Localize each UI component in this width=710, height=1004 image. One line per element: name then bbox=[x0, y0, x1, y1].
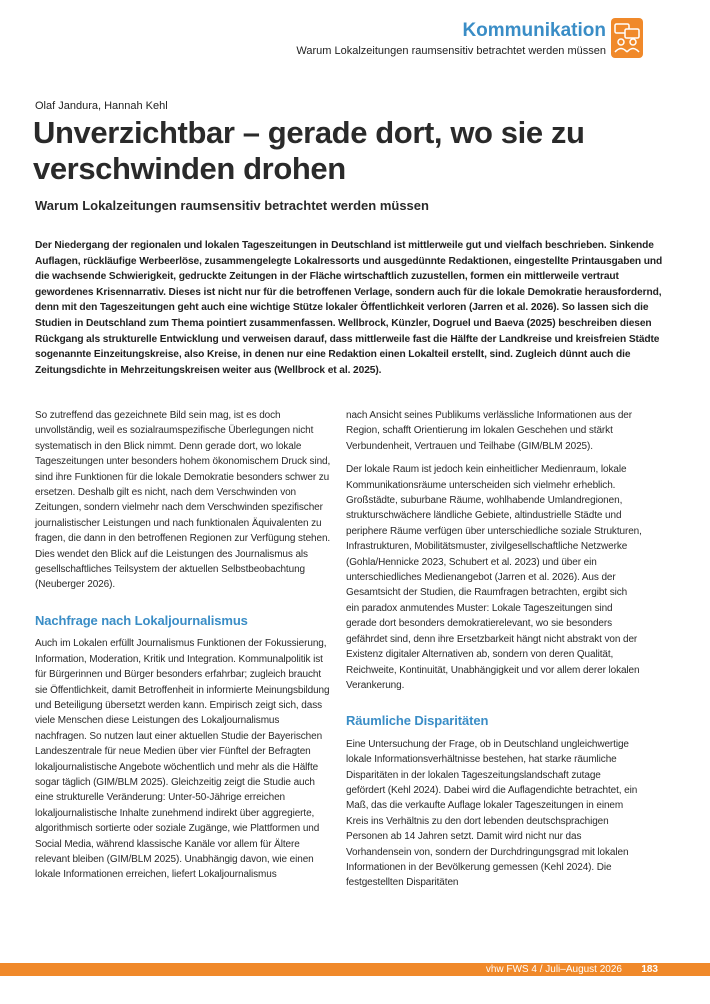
left-column bbox=[35, 408, 331, 891]
section-subline: Warum Lokalzeitungen raumsensitiv betrachtet werden müssen bbox=[296, 45, 606, 57]
right-column bbox=[346, 408, 642, 899]
body-paragraph: nach Ansicht seines Publikums verlässliche Informationen aus der Region, schafft Orientierung im lokalen Geschehen und stärkt Verbundenheit, Vertrauen und Teilhabe (GIM/BLM 2025). bbox=[346, 410, 632, 452]
article-title bbox=[33, 115, 653, 187]
title-line-1: Unverzichtbar – gerade dort, wo sie zu bbox=[33, 115, 585, 150]
body-paragraph: Eine Untersuchung der Frage, ob in Deutschland ungleichwertige lokale Informationsverhältnisse bestehen, hat starke räumliche Disparitäten in der lokalen Tageszeitungslandschaft zutage gefördert (Kehl 2024). Dabei wird die Auflagendichte betrachtet, ein Maß, das die verkaufte Auflage lokaler Tageszeitungen in einem Kreis ins Verhältnis zu den dort lebenden deutschsprachigen Personen ab 14 Jahren setzt. Damit wird nicht nur das Vorhandensein von, sondern der Durchdringungsgrad mit lokalen Informationen in der Bevölkerung gemessen (Kehl 2024). Die festgestellten Disparitäten bbox=[346, 738, 638, 889]
article-subtitle: Warum Lokalzeitungen raumsensitiv betrachtet werden müssen bbox=[35, 198, 429, 213]
body-paragraph: So zutreffend das gezeichnete Bild sein mag, ist es doch unvollständig, weil es sozialraumspezifische Überlegungen nicht systematisch in den Blick nimmt. Denn gerade dort, wo lokale Tageszeitungen unter besonders hohem ökonomischem Druck sind, sind ihre Funktionen für die lokale Demokratie besonders schwer zu ersetzen. Deshalb gilt es nicht, nach dem Verschwinden von Zeitungen, sondern vielmehr nach dem Verschwinden spezifischer journalistischer Leistungen und nach funktionalen Äquivalenten zu fragen, die dann in den betroffenen Regionen zur Verfügung stehen. Dies wendet den Blick auf die Leistungen des Journalismus als gesellschaftliches Teilsystem der aktuellen Selbstbeobachtung (Neuberger 2026). bbox=[35, 410, 331, 591]
body-paragraph: Der lokale Raum ist jedoch kein einheitlicher Medienraum, lokale Kommunikationsräume unterscheiden sich vielmehr erheblich. Großstädte, suburbane Räume, wohlhabende Umlandregionen, strukturschwächere ländliche Gebiete, altindustrielle Städte und periphere Räume verfügen über unterschiedliche soziale Strukturen, Infrastrukturen, Mobilitätsmuster, zivilgesellschaftliche Netzwerke (Gohla/Hennicke 2023, Schubert et al. 2023) und über ein unterschiedliches Medienangebot (Jarren et al. 2026). Aus der Gesamtsicht der Studien, die Raumfragen betrachten, ergibt sich ein paradox anmutendes Muster: Lokale Tageszeitungen sind gerade dort besonders demokratierelevant, wo sie besonders gefährdet sind, denn ihre Ersetzbarkeit hängt nicht abstrakt von der Existenz digitaler Alternativen ab, sondern von deren Qualität, Reichweite, Kontinuität, Unabhängigkeit und vor allem derer lokalen Verankerung. bbox=[346, 464, 642, 691]
section-heading: Räumliche Disparitäten bbox=[346, 713, 489, 729]
page-number: 183 bbox=[641, 964, 658, 975]
issue-label: vhw FWS 4 / Juli–August 2026 bbox=[485, 964, 622, 975]
title-line-2: verschwinden drohen bbox=[33, 151, 346, 186]
body-paragraph: Auch im Lokalen erfüllt Journalismus Funktionen der Fokussierung, Information, Moderation, Kritik und Integration. Kommunalpolitik ist für Bürgerinnen und Bürger besonders erfahrbar; zugleich braucht sie Öffentlichkeit, damit Betroffenheit in informierte Meinungsbildung und Beteiligung übersetzt werden kann. Empirisch zeigt sich, dass viele Menschen diese Leistungen des Lokaljournalismus nachfragen. So nutzen laut einer aktuellen Studie der Bayerischen Landeszentrale für neue Medien über vier Fünftel der Befragten lokaljournalistische Angebote wöchentlich und mehr als die Hälfte sogar täglich (GIM/BLM 2025). Gleichzeitig zeigt die Studie auch eine strukturelle Veränderung: Unter-50-Jährige erreichen lokaljournalistische Inhalte zunehmend indirekt über aggregierte, algorithmisch sortierte oder soziale Zugänge, wie Plattformen und Social Media, während klassische Kanäle vor allem für Ältere relevant bleiben (GIM/BLM 2025). Unabhängig davon, wie einen lokale Informationen erreichen, liefert Lokaljournalismus bbox=[35, 638, 330, 881]
people-speech-icon bbox=[611, 18, 643, 58]
section-heading: Nachfrage nach Lokaljournalismus bbox=[35, 612, 248, 628]
authors: Olaf Jandura, Hannah Kehl bbox=[35, 100, 168, 112]
footer-bar bbox=[0, 963, 710, 976]
section-rubric: Kommunikation bbox=[462, 20, 606, 41]
lead-paragraph: Der Niedergang der regionalen und lokalen Tageszeitungen in Deutschland ist mittlerweile gut und vielfach beschrieben. Sinkende Auflagen, rückläufige Werbeerlöse, zusammengelegte Lokalressorts und ausgedünnte Redaktionen, eingestellte Printausgaben und die wachsende Schwierigkeit, gedruckte Zeitungen in der Fläche wirtschaftlich zuzustellen, formen ein mittlerweile vertraut gewordenes Krisennarrativ. Dieses ist nicht nur für die betroffenen Verlage, sondern auch für die lokale Demokratie herausfordernd, denn mit den Tageszeitungen geht auch eine wichtige Stütze lokaler Öffentlichkeit verloren (Jarren et al. 2026). So lassen sich die Studien in Deutschland zum Thema pointiert zusammenfassen. Wellbrock, Künzler, Dogruel und Baeva (2025) beschreiben diesen Rückgang als strukturelle Entwicklung und verweisen darauf, dass mittlerweile fast die Hälfte der Landkreise und kreisfreien Städte sogenannte Einzeitungskreise, also Kreise, in denen nur eine Redaktion einen Lokalteil erstellt, sind. Zugleich dünnt auch die Zeitungsdichte in Mehrzeitungskreisen weiter aus (Wellbrock et al. 2025). bbox=[35, 240, 663, 376]
